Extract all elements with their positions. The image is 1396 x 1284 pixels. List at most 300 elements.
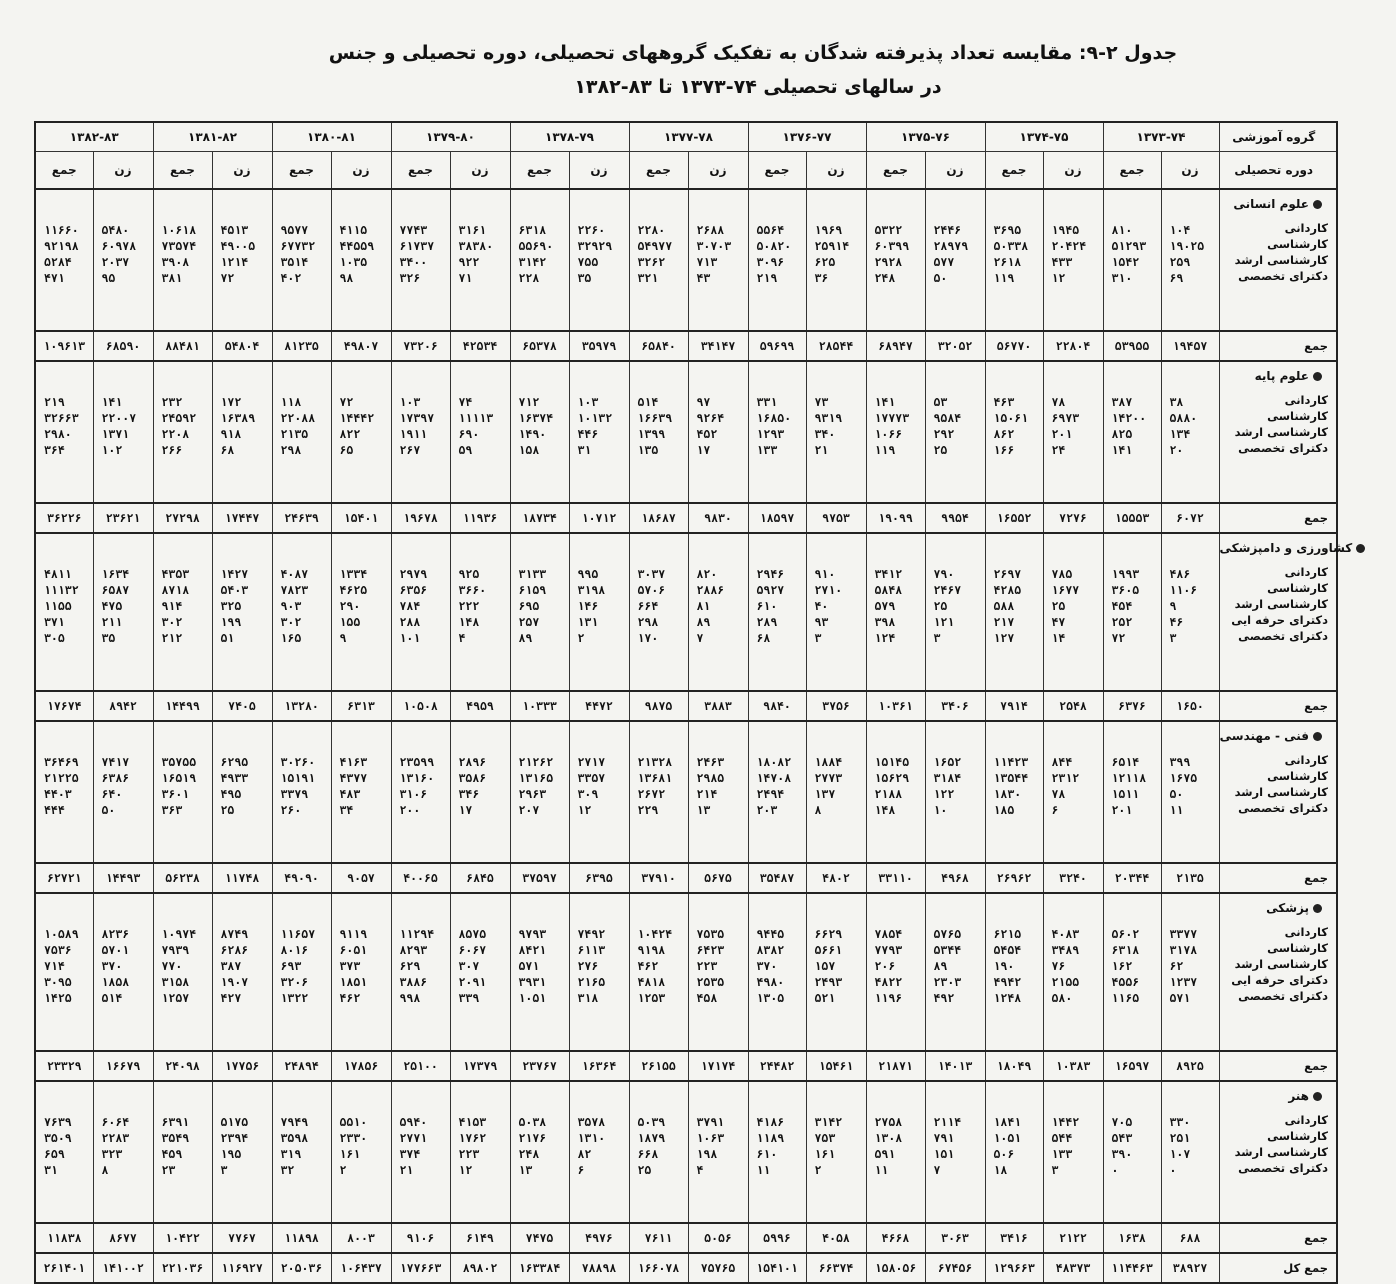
total-cell: ۱۱۸۳۸ (35, 1223, 93, 1253)
data-cell: ۱۰۶۱۸ ۷۳۵۷۴ ۳۹۰۸ ۳۸۱ (153, 189, 212, 331)
bullet-icon (1313, 904, 1322, 913)
total-cell: ۱۰۳۸۳ (1043, 1051, 1103, 1081)
level-label: دکترای تخصصی (1238, 1161, 1328, 1175)
group-header: گروه آموزشی (1219, 122, 1337, 152)
year-header: ۱۳۷۹-۸۰ (391, 122, 510, 152)
total-cell: ۹۷۵۳ (806, 503, 866, 533)
level-label: کاردانی (1284, 221, 1328, 235)
group-total-row (35, 863, 1337, 893)
total-cell: ۱۰۴۲۲ (153, 1223, 212, 1253)
data-cell: ۷۳ ۹۳۱۹ ۳۴۰ ۲۱ (806, 361, 866, 503)
data-cell: ۱۱۴۲۳ ۱۳۵۴۴ ۱۸۳۰ ۱۸۵ (985, 721, 1043, 863)
level-label: دکترای تخصصی (1238, 629, 1328, 643)
grand-total-cell: ۳۸۹۲۷ (1161, 1253, 1219, 1283)
data-cell: ۳۳۱ ۱۶۸۵۰ ۱۲۹۳ ۱۳۳ (748, 361, 806, 503)
total-cell: ۱۱۷۴۸ (212, 863, 272, 893)
data-cell: ۲۱۱۴ ۷۹۱ ۱۵۱ ۷ (925, 1081, 985, 1223)
total-cell: ۷۴۰۵ (212, 691, 272, 721)
total-cell: ۱۱۸۹۸ (272, 1223, 331, 1253)
total-cell: ۶۸۴۵ (450, 863, 510, 893)
total-cell: ۲۵۱۰۰ (391, 1051, 450, 1081)
total-cell: ۳۴۰۶ (925, 691, 985, 721)
total-cell: ۱۷۴۴۷ (212, 503, 272, 533)
data-cell: ۷۰۵ ۵۴۳ ۳۹۰ ۰ (1103, 1081, 1161, 1223)
data-cell: ۲۱۲۶۲ ۱۳۱۶۵ ۲۹۶۳ ۲۰۷ (510, 721, 569, 863)
total-cell: ۱۹۴۵۷ (1161, 331, 1219, 361)
level-label: کارشناسی ارشد (1234, 253, 1328, 267)
grand-total-cell: ۲۰۵۰۳۶ (272, 1253, 331, 1283)
total-header: جمع (272, 152, 331, 190)
data-cell: ۱۴۱ ۲۲۰۰۷ ۱۳۷۱ ۱۰۲ (93, 361, 153, 503)
total-label: جمع (1219, 503, 1337, 533)
total-header: جمع (748, 152, 806, 190)
data-cell: ۱۸۰۸۲ ۱۴۷۰۸ ۲۴۹۴ ۲۰۳ (748, 721, 806, 863)
data-cell: ۵۰۳۸ ۲۱۷۶ ۲۴۸ ۱۳ (510, 1081, 569, 1223)
data-cell: ۷۸ ۶۹۷۳ ۲۰۱ ۲۴ (1043, 361, 1103, 503)
data-cell: ۸۲۳۶ ۵۷۰۱ ۳۷۰ ۱۸۵۸ ۵۱۴ (93, 893, 153, 1051)
data-cell: ۹۲۵ ۳۶۶۰ ۲۲۲ ۱۴۸ ۴ (450, 533, 510, 691)
total-cell: ۷۷۶۷ (212, 1223, 272, 1253)
total-cell: ۶۳۱۳ (331, 691, 391, 721)
total-cell: ۱۷۳۷۹ (450, 1051, 510, 1081)
grand-total-cell: ۱۶۳۳۸۴ (510, 1253, 569, 1283)
data-cell: ۷۲ ۱۴۴۴۲ ۸۲۲ ۶۵ (331, 361, 391, 503)
total-cell: ۸۹۴۲ (93, 691, 153, 721)
level-label: دکترای حرفه ایی (1231, 973, 1328, 987)
data-cell: ۳۳۰ ۲۵۱ ۱۰۷ ۰ (1161, 1081, 1219, 1223)
data-cell: ۹۴۴۵ ۸۳۸۲ ۳۷۰ ۴۹۸۰ ۱۳۰۵ (748, 893, 806, 1051)
data-cell: ۱۵۱۴۵ ۱۵۶۲۹ ۲۱۸۸ ۱۴۸ (866, 721, 925, 863)
grand-total-cell: ۶۷۴۵۶ (925, 1253, 985, 1283)
level-label: کارشناسی ارشد (1234, 1145, 1328, 1159)
year-header: ۱۳۷۵-۷۶ (866, 122, 985, 152)
level-label: کاردانی (1284, 925, 1328, 939)
total-cell: ۵۰۵۶ (688, 1223, 748, 1253)
data-cell: ۵۱۴ ۱۶۶۳۹ ۱۳۹۹ ۱۳۵ (629, 361, 688, 503)
total-cell: ۱۰۵۰۸ (391, 691, 450, 721)
total-cell: ۳۷۵۹۷ (510, 863, 569, 893)
total-cell: ۷۶۱۱ (629, 1223, 688, 1253)
total-cell: ۵۴۸۰۴ (212, 331, 272, 361)
total-cell: ۶۳۹۵ (569, 863, 629, 893)
data-cell: ۵۷۶۵ ۵۳۴۴ ۸۹ ۲۳۰۳ ۴۹۲ (925, 893, 985, 1051)
total-cell: ۱۰۳۳۳ (510, 691, 569, 721)
data-cell: ۴۳۵۳ ۸۷۱۸ ۹۱۴ ۳۰۲ ۲۱۲ (153, 533, 212, 691)
group-row (35, 1081, 1337, 1223)
total-cell: ۹۱۰۶ (391, 1223, 450, 1253)
total-cell: ۸۹۲۵ (1161, 1051, 1219, 1081)
total-cell: ۲۳۷۶۷ (510, 1051, 569, 1081)
data-cell: ۱۴۴۲ ۵۴۴ ۱۳۳ ۳ (1043, 1081, 1103, 1223)
group-total-row (35, 1051, 1337, 1081)
total-cell: ۲۶۱۵۵ (629, 1051, 688, 1081)
data-cell: ۸۱۰ ۵۱۲۹۳ ۱۵۴۲ ۳۱۰ (1103, 189, 1161, 331)
data-cell: ۹۵۷۷ ۶۷۷۳۲ ۳۵۱۴ ۴۰۲ (272, 189, 331, 331)
data-cell: ۴۰۸۳ ۳۴۸۹ ۷۶ ۲۱۵۵ ۵۸۰ (1043, 893, 1103, 1051)
total-cell: ۳۵۴۸۷ (748, 863, 806, 893)
group-label-cell (1219, 721, 1337, 863)
data-cell: ۱۰۳ ۱۰۱۳۲ ۴۴۶ ۳۱ (569, 361, 629, 503)
total-header: جمع (866, 152, 925, 190)
data-cell: ۲۹۴۶ ۵۹۲۷ ۶۱۰ ۲۸۹ ۶۸ (748, 533, 806, 691)
total-cell: ۲۴۰۹۸ (153, 1051, 212, 1081)
total-cell: ۱۴۴۹۹ (153, 691, 212, 721)
total-cell: ۱۳۲۸۰ (272, 691, 331, 721)
total-cell: ۴۹۷۶ (569, 1223, 629, 1253)
total-cell: ۸۸۴۸۱ (153, 331, 212, 361)
total-cell: ۶۰۷۲ (1161, 503, 1219, 533)
total-cell: ۳۷۵۶ (806, 691, 866, 721)
total-cell: ۱۹۶۷۸ (391, 503, 450, 533)
data-cell: ۵۳۲۲ ۶۰۳۹۹ ۲۹۲۸ ۲۴۸ (866, 189, 925, 331)
group-name-text: پزشکی (1266, 901, 1309, 915)
total-cell: ۱۷۷۵۶ (212, 1051, 272, 1081)
data-cell: ۲۴۶۳ ۲۹۸۵ ۲۱۴ ۱۳ (688, 721, 748, 863)
group-total-row (35, 503, 1337, 533)
data-cell: ۲۲۶۰ ۳۲۹۲۹ ۷۵۵ ۳۵ (569, 189, 629, 331)
data-cell: ۷۴۹۲ ۶۱۱۳ ۲۷۶ ۲۱۶۵ ۳۱۸ (569, 893, 629, 1051)
total-cell: ۳۲۰۵۲ (925, 331, 985, 361)
total-cell: ۶۸۸ (1161, 1223, 1219, 1253)
total-cell: ۲۳۶۲۱ (93, 503, 153, 533)
total-cell: ۱۷۱۷۴ (688, 1051, 748, 1081)
data-cell: ۲۸۹۶ ۳۵۸۶ ۳۴۶ ۱۷ (450, 721, 510, 863)
total-cell: ۱۹۰۹۹ (866, 503, 925, 533)
total-cell: ۴۹۵۹ (450, 691, 510, 721)
group-total-row (35, 331, 1337, 361)
data-cell: ۶۶۲۹ ۵۶۶۱ ۱۵۷ ۲۴۹۳ ۵۲۱ (806, 893, 866, 1051)
total-cell: ۶۸۵۹۰ (93, 331, 153, 361)
data-cell: ۳۰۲۶۰ ۱۵۱۹۱ ۳۳۷۹ ۲۶۰ (272, 721, 331, 863)
level-label: کارشناسی ارشد (1234, 597, 1328, 611)
data-cell: ۴۶۳ ۱۵۰۶۱ ۸۶۲ ۱۶۶ (985, 361, 1043, 503)
grand-total-cell: ۱۷۷۶۶۳ (391, 1253, 450, 1283)
grand-total-cell: ۸۹۸۰۲ (450, 1253, 510, 1283)
data-cell: ۱۰۳ ۱۷۳۹۷ ۱۹۱۱ ۲۶۷ (391, 361, 450, 503)
grand-total-row (35, 1253, 1337, 1283)
grand-total-cell: ۱۲۹۶۶۳ (985, 1253, 1043, 1283)
data-cell: ۱۹۹۳ ۳۶۰۵ ۴۵۴ ۲۵۲ ۷۲ (1103, 533, 1161, 691)
data-cell: ۲۹۷۹ ۶۳۵۶ ۷۸۴ ۲۸۸ ۱۰۱ (391, 533, 450, 691)
data-cell: ۷۹۰ ۲۴۶۷ ۲۵ ۱۲۱ ۳ (925, 533, 985, 691)
total-cell: ۱۸۵۹۷ (748, 503, 806, 533)
data-cell: ۱۸۸۴ ۲۷۷۳ ۱۳۷ ۸ (806, 721, 866, 863)
total-cell: ۱۸۶۸۷ (629, 503, 688, 533)
female-header: زن (688, 152, 748, 190)
grand-total-cell: ۴۸۳۷۳ (1043, 1253, 1103, 1283)
data-cell: ۲۱۹ ۳۲۶۶۳ ۲۹۸۰ ۳۶۴ (35, 361, 93, 503)
gender-header-row (35, 152, 1337, 190)
data-cell: ۶۰۶۴ ۲۲۸۳ ۳۲۳ ۸ (93, 1081, 153, 1223)
level-label: کارشناسی (1267, 409, 1328, 423)
total-cell: ۱۶۵۰ (1161, 691, 1219, 721)
total-cell: ۶۵۳۷۸ (510, 331, 569, 361)
grand-total-cell: ۲۶۱۴۰۱ (35, 1253, 93, 1283)
year-header: ۱۳۸۲-۸۳ (35, 122, 153, 152)
total-cell: ۶۱۴۹ (450, 1223, 510, 1253)
total-cell: ۱۰۹۶۱۳ (35, 331, 93, 361)
grand-total-cell: ۱۴۱۰۰۲ (93, 1253, 153, 1283)
group-row (35, 361, 1337, 503)
total-cell: ۱۷۸۵۶ (331, 1051, 391, 1081)
year-header: ۱۳۸۰-۸۱ (272, 122, 391, 152)
data-cell: ۳۵۷۵۵ ۱۶۵۱۹ ۳۶۰۱ ۳۶۳ (153, 721, 212, 863)
data-cell: ۴۱۶۳ ۴۳۷۷ ۴۸۳ ۳۴ (331, 721, 391, 863)
total-cell: ۸۶۷۷ (93, 1223, 153, 1253)
total-cell: ۸۱۲۳۵ (272, 331, 331, 361)
total-header: جمع (629, 152, 688, 190)
year-header: ۱۳۸۱-۸۲ (153, 122, 272, 152)
data-cell: ۷۴ ۱۱۱۱۳ ۶۹۰ ۵۹ (450, 361, 510, 503)
total-cell: ۷۴۷۵ (510, 1223, 569, 1253)
admissions-table (34, 121, 1353, 1284)
total-cell: ۳۶۲۲۶ (35, 503, 93, 533)
data-cell: ۹۱۰ ۲۷۱۰ ۴۰ ۹۳ ۳ (806, 533, 866, 691)
total-cell: ۷۳۲۰۶ (391, 331, 450, 361)
data-cell: ۴۱۵۳ ۱۷۶۲ ۲۲۳ ۱۲ (450, 1081, 510, 1223)
year-header: ۱۳۷۷-۷۸ (629, 122, 748, 152)
group-name (1219, 538, 1353, 564)
total-header: جمع (153, 152, 212, 190)
group-name-text: علوم پایه (1254, 369, 1309, 383)
total-header: جمع (35, 152, 93, 190)
total-cell: ۳۰۶۳ (925, 1223, 985, 1253)
data-cell: ۳۴۱۲ ۵۸۴۸ ۵۷۹ ۳۹۸ ۱۲۴ (866, 533, 925, 691)
group-label-cell (1219, 361, 1337, 503)
total-cell: ۴۸۰۲ (806, 863, 866, 893)
data-cell: ۴۸۶ ۱۱۰۶ ۹ ۴۶ ۳ (1161, 533, 1219, 691)
total-cell: ۱۶۳۶۴ (569, 1051, 629, 1081)
data-cell: ۲۶۸۸ ۳۰۷۰۳ ۷۱۳ ۴۳ (688, 189, 748, 331)
total-label: جمع (1219, 1223, 1337, 1253)
total-header: جمع (985, 152, 1043, 190)
year-header-row (35, 122, 1337, 152)
group-name (1220, 898, 1329, 924)
group-row (35, 533, 1337, 691)
group-total-row (35, 1223, 1337, 1253)
data-cell: ۱۶۵۲ ۳۱۸۴ ۱۲۲ ۱۰ (925, 721, 985, 863)
total-cell: ۴۹۰۹۰ (272, 863, 331, 893)
group-name (1220, 366, 1329, 392)
data-cell: ۱۰۴ ۱۹۰۲۵ ۲۵۹ ۶۹ (1161, 189, 1219, 331)
total-cell: ۳۴۱۴۷ (688, 331, 748, 361)
total-cell: ۴۹۸۰۷ (331, 331, 391, 361)
data-cell: ۱۸۴۱ ۱۰۵۱ ۵۰۶ ۱۸ (985, 1081, 1043, 1223)
total-cell: ۱۰۳۶۱ (866, 691, 925, 721)
total-cell: ۶۵۸۴۰ (629, 331, 688, 361)
data-cell: ۷۴۱۷ ۶۳۸۶ ۶۴۰ ۵۰ (93, 721, 153, 863)
total-cell: ۲۰۳۴۴ (1103, 863, 1161, 893)
grand-total-label: جمع کل (1219, 1253, 1337, 1283)
total-cell: ۹۹۵۴ (925, 503, 985, 533)
data-cell: ۳۱۴۲ ۷۵۳ ۱۶۱ ۲ (806, 1081, 866, 1223)
grand-total-cell: ۶۶۳۷۴ (806, 1253, 866, 1283)
total-cell: ۳۳۱۱۰ (866, 863, 925, 893)
total-cell: ۵۹۹۶ (748, 1223, 806, 1253)
data-cell: ۳۸۷ ۱۴۲۰۰ ۸۲۵ ۱۴۱ (1103, 361, 1161, 503)
group-label-cell (1219, 189, 1337, 331)
total-cell: ۲۴۴۸۲ (748, 1051, 806, 1081)
level-label: کارشناسی (1267, 581, 1328, 595)
grand-total-cell: ۱۰۶۴۳۷ (331, 1253, 391, 1283)
data-cell: ۱۳۳۴ ۴۶۲۵ ۲۹۰ ۱۵۵ ۹ (331, 533, 391, 691)
data-cell: ۶۳۹۱ ۳۵۴۹ ۴۵۹ ۲۳ (153, 1081, 212, 1223)
grand-total-cell: ۲۲۱۰۳۶ (153, 1253, 212, 1283)
total-label: جمع (1219, 331, 1337, 361)
data-cell: ۷۵۳۵ ۶۴۲۳ ۲۲۳ ۲۵۳۵ ۴۵۸ (688, 893, 748, 1051)
data-cell: ۷۱۲ ۱۶۳۷۴ ۱۴۹۰ ۱۵۸ (510, 361, 569, 503)
total-cell: ۲۵۴۸ (1043, 691, 1103, 721)
data-cell: ۳۱۳۳ ۶۱۵۹ ۶۹۵ ۲۵۷ ۸۹ (510, 533, 569, 691)
level-label: کارشناسی ارشد (1234, 957, 1328, 971)
total-cell: ۱۰۷۱۲ (569, 503, 629, 533)
bullet-icon (1313, 200, 1322, 209)
total-cell: ۸۰۰۳ (331, 1223, 391, 1253)
level-header: دوره تحصیلی (1219, 152, 1337, 190)
data-cell: ۱۴۱ ۱۷۷۷۳ ۱۰۶۶ ۱۱۹ (866, 361, 925, 503)
data-cell: ۴۱۸۶ ۱۱۸۹ ۶۱۰ ۱۱ (748, 1081, 806, 1223)
group-label-cell (1219, 1081, 1337, 1223)
total-cell: ۱۵۴۶۱ (806, 1051, 866, 1081)
group-name (1220, 194, 1329, 220)
total-cell: ۲۱۸۷۱ (866, 1051, 925, 1081)
bullet-icon (1313, 372, 1322, 381)
total-cell: ۹۸۷۵ (629, 691, 688, 721)
total-cell: ۹۸۳۰ (688, 503, 748, 533)
grand-total-cell: ۱۵۴۱۰۱ (748, 1253, 806, 1283)
total-cell: ۱۶۳۸ (1103, 1223, 1161, 1253)
total-cell: ۶۸۹۴۷ (866, 331, 925, 361)
data-cell: ۳۷۹۱ ۱۰۶۳ ۱۹۸ ۴ (688, 1081, 748, 1223)
total-label: جمع (1219, 691, 1337, 721)
total-cell: ۴۶۶۸ (866, 1223, 925, 1253)
level-label: دکترای تخصصی (1238, 269, 1328, 283)
data-cell: ۱۰۵۸۹ ۷۵۳۶ ۷۱۴ ۳۰۹۵ ۱۴۲۵ (35, 893, 93, 1051)
level-label: دکترای تخصصی (1238, 441, 1328, 455)
female-header: زن (806, 152, 866, 190)
total-cell: ۱۱۹۳۶ (450, 503, 510, 533)
total-cell: ۲۷۲۹۸ (153, 503, 212, 533)
data-cell: ۸۷۴۹ ۶۲۸۶ ۳۸۷ ۱۹۰۷ ۴۲۷ (212, 893, 272, 1051)
data-cell: ۱۱۶۶۰ ۹۲۱۹۸ ۵۲۸۴ ۴۷۱ (35, 189, 93, 331)
data-cell: ۱۱۸ ۲۲۰۸۸ ۲۱۳۵ ۲۹۸ (272, 361, 331, 503)
data-cell: ۳۶۹۵ ۵۰۳۳۸ ۲۶۱۸ ۱۱۹ (985, 189, 1043, 331)
total-cell: ۴۹۶۸ (925, 863, 985, 893)
data-cell: ۹۷۹۳ ۸۴۲۱ ۵۷۱ ۳۹۳۱ ۱۰۵۱ (510, 893, 569, 1051)
group-name (1220, 1086, 1329, 1112)
data-cell: ۴۱۱۵ ۴۴۵۵۹ ۱۰۳۵ ۹۸ (331, 189, 391, 331)
data-cell: ۱۷۲ ۱۶۳۸۹ ۹۱۸ ۶۸ (212, 361, 272, 503)
total-cell: ۵۳۹۵۵ (1103, 331, 1161, 361)
data-cell: ۳۹۹ ۱۶۷۵ ۵۰ ۱۱ (1161, 721, 1219, 863)
total-cell: ۱۶۵۵۲ (985, 503, 1043, 533)
total-label: جمع (1219, 863, 1337, 893)
total-cell: ۵۶۷۷۰ (985, 331, 1043, 361)
data-cell: ۶۲۱۵ ۵۴۵۴ ۱۹۰ ۴۹۴۲ ۱۲۴۸ (985, 893, 1043, 1051)
bullet-icon (1313, 1092, 1322, 1101)
data-cell: ۸۴۴ ۲۳۱۲ ۷۸ ۶ (1043, 721, 1103, 863)
total-cell: ۲۸۵۴۴ (806, 331, 866, 361)
total-cell: ۲۴۶۳۹ (272, 503, 331, 533)
data-cell: ۹۱۱۹ ۶۰۵۱ ۳۷۳ ۱۸۵۱ ۴۶۲ (331, 893, 391, 1051)
total-cell: ۹۸۴۰ (748, 691, 806, 721)
group-name (1220, 726, 1329, 752)
total-cell: ۱۶۶۷۹ (93, 1051, 153, 1081)
data-cell: ۲۶۹۷ ۴۲۸۵ ۵۸۸ ۲۱۷ ۱۲۷ (985, 533, 1043, 691)
data-cell: ۲۳۲ ۲۴۵۹۲ ۲۲۰۸ ۲۶۶ (153, 361, 212, 503)
total-header: جمع (1103, 152, 1161, 190)
data-cell: ۷۸۵۴ ۷۷۹۳ ۲۰۶ ۴۸۲۲ ۱۱۹۶ (866, 893, 925, 1051)
total-cell: ۷۲۷۶ (1043, 503, 1103, 533)
total-cell: ۱۵۴۰۱ (331, 503, 391, 533)
data-cell: ۱۰۹۷۴ ۷۹۳۹ ۷۷۰ ۳۱۵۸ ۱۲۵۷ (153, 893, 212, 1051)
group-name-text: علوم انسانی (1233, 197, 1309, 211)
total-cell: ۵۹۶۹۹ (748, 331, 806, 361)
level-label: کاردانی (1284, 393, 1328, 407)
total-cell: ۴۰۰۶۵ (391, 863, 450, 893)
group-total-row (35, 691, 1337, 721)
total-cell: ۱۵۵۵۳ (1103, 503, 1161, 533)
data-cell: ۱۱۲۹۴ ۸۲۹۳ ۶۲۹ ۳۸۸۶ ۹۹۸ (391, 893, 450, 1051)
total-cell: ۱۸۰۴۹ (985, 1051, 1043, 1081)
data-cell: ۳۰۳۷ ۵۷۰۶ ۶۶۴ ۲۹۸ ۱۷۰ (629, 533, 688, 691)
data-cell: ۲۲۸۰ ۵۴۹۷۷ ۳۲۶۲ ۳۲۱ (629, 189, 688, 331)
total-cell: ۱۴۰۱۳ (925, 1051, 985, 1081)
level-label: کارشناسی ارشد (1234, 785, 1328, 799)
data-cell: ۶۳۱۸ ۵۵۶۹۰ ۳۱۴۲ ۲۲۸ (510, 189, 569, 331)
total-cell: ۷۹۱۴ (985, 691, 1043, 721)
group-label-cell (1219, 533, 1353, 691)
data-cell: ۵۹۴۰ ۲۷۷۱ ۳۷۴ ۲۱ (391, 1081, 450, 1223)
data-cell: ۱۴۲۷ ۵۴۰۳ ۳۲۵ ۱۹۹ ۵۱ (212, 533, 272, 691)
total-cell: ۳۲۴۰ (1043, 863, 1103, 893)
year-header: ۱۳۷۳-۷۴ (1103, 122, 1219, 152)
data-cell: ۴۸۱۱ ۱۱۱۳۲ ۱۱۵۵ ۳۷۱ ۳۰۵ (35, 533, 93, 691)
data-cell: ۳۶۴۶۹ ۲۱۲۲۵ ۴۴۰۳ ۴۴۴ (35, 721, 93, 863)
female-header: زن (93, 152, 153, 190)
level-label: کارشناسی (1267, 769, 1328, 783)
group-name-text: کشاورزی و دامپزشکی (1219, 541, 1353, 555)
total-cell: ۵۶۲۳۸ (153, 863, 212, 893)
total-label: جمع (1219, 1051, 1337, 1081)
total-cell: ۴۲۵۳۴ (450, 331, 510, 361)
data-cell: ۱۶۳۴ ۶۵۸۷ ۴۷۵ ۲۱۱ ۳۵ (93, 533, 153, 691)
total-cell: ۶۲۷۲۱ (35, 863, 93, 893)
bullet-icon (1313, 732, 1322, 741)
data-cell: ۵۰۳۹ ۱۸۷۹ ۶۶۸ ۲۵ (629, 1081, 688, 1223)
female-header: زن (331, 152, 391, 190)
level-label: کاردانی (1284, 1113, 1328, 1127)
data-cell: ۳۳۷۷ ۳۱۷۸ ۶۲ ۱۲۳۷ ۵۷۱ (1161, 893, 1219, 1051)
data-cell: ۸۵۷۵ ۶۰۶۷ ۳۰۷ ۲۰۹۱ ۳۳۹ (450, 893, 510, 1051)
total-cell: ۳۵۹۷۹ (569, 331, 629, 361)
total-cell: ۹۰۵۷ (331, 863, 391, 893)
data-cell: ۷۹۴۹ ۳۵۹۸ ۳۱۹ ۳۲ (272, 1081, 331, 1223)
data-cell: ۵۶۰۲ ۶۳۱۸ ۱۶۲ ۴۵۵۶ ۱۱۶۵ (1103, 893, 1161, 1051)
year-header: ۱۳۷۶-۷۷ (748, 122, 866, 152)
grand-total-cell: ۷۵۷۶۵ (688, 1253, 748, 1283)
total-cell: ۲۱۳۵ (1161, 863, 1219, 893)
group-label-cell (1219, 893, 1337, 1051)
data-cell: ۷۸۵ ۱۶۷۷ ۲۵ ۴۷ ۱۴ (1043, 533, 1103, 691)
data-cell: ۳۱۶۱ ۳۸۳۸۰ ۹۲۲ ۷۱ (450, 189, 510, 331)
data-cell: ۳۸ ۵۸۸۰ ۱۳۴ ۲۰ (1161, 361, 1219, 503)
data-cell: ۷۶۳۹ ۳۵۰۹ ۶۵۹ ۳۱ (35, 1081, 93, 1223)
female-header: زن (925, 152, 985, 190)
female-header: زن (1043, 152, 1103, 190)
level-label: دکترای حرفه ایی (1231, 613, 1328, 627)
data-cell: ۴۵۱۳ ۴۹۰۰۵ ۱۲۱۴ ۷۲ (212, 189, 272, 331)
